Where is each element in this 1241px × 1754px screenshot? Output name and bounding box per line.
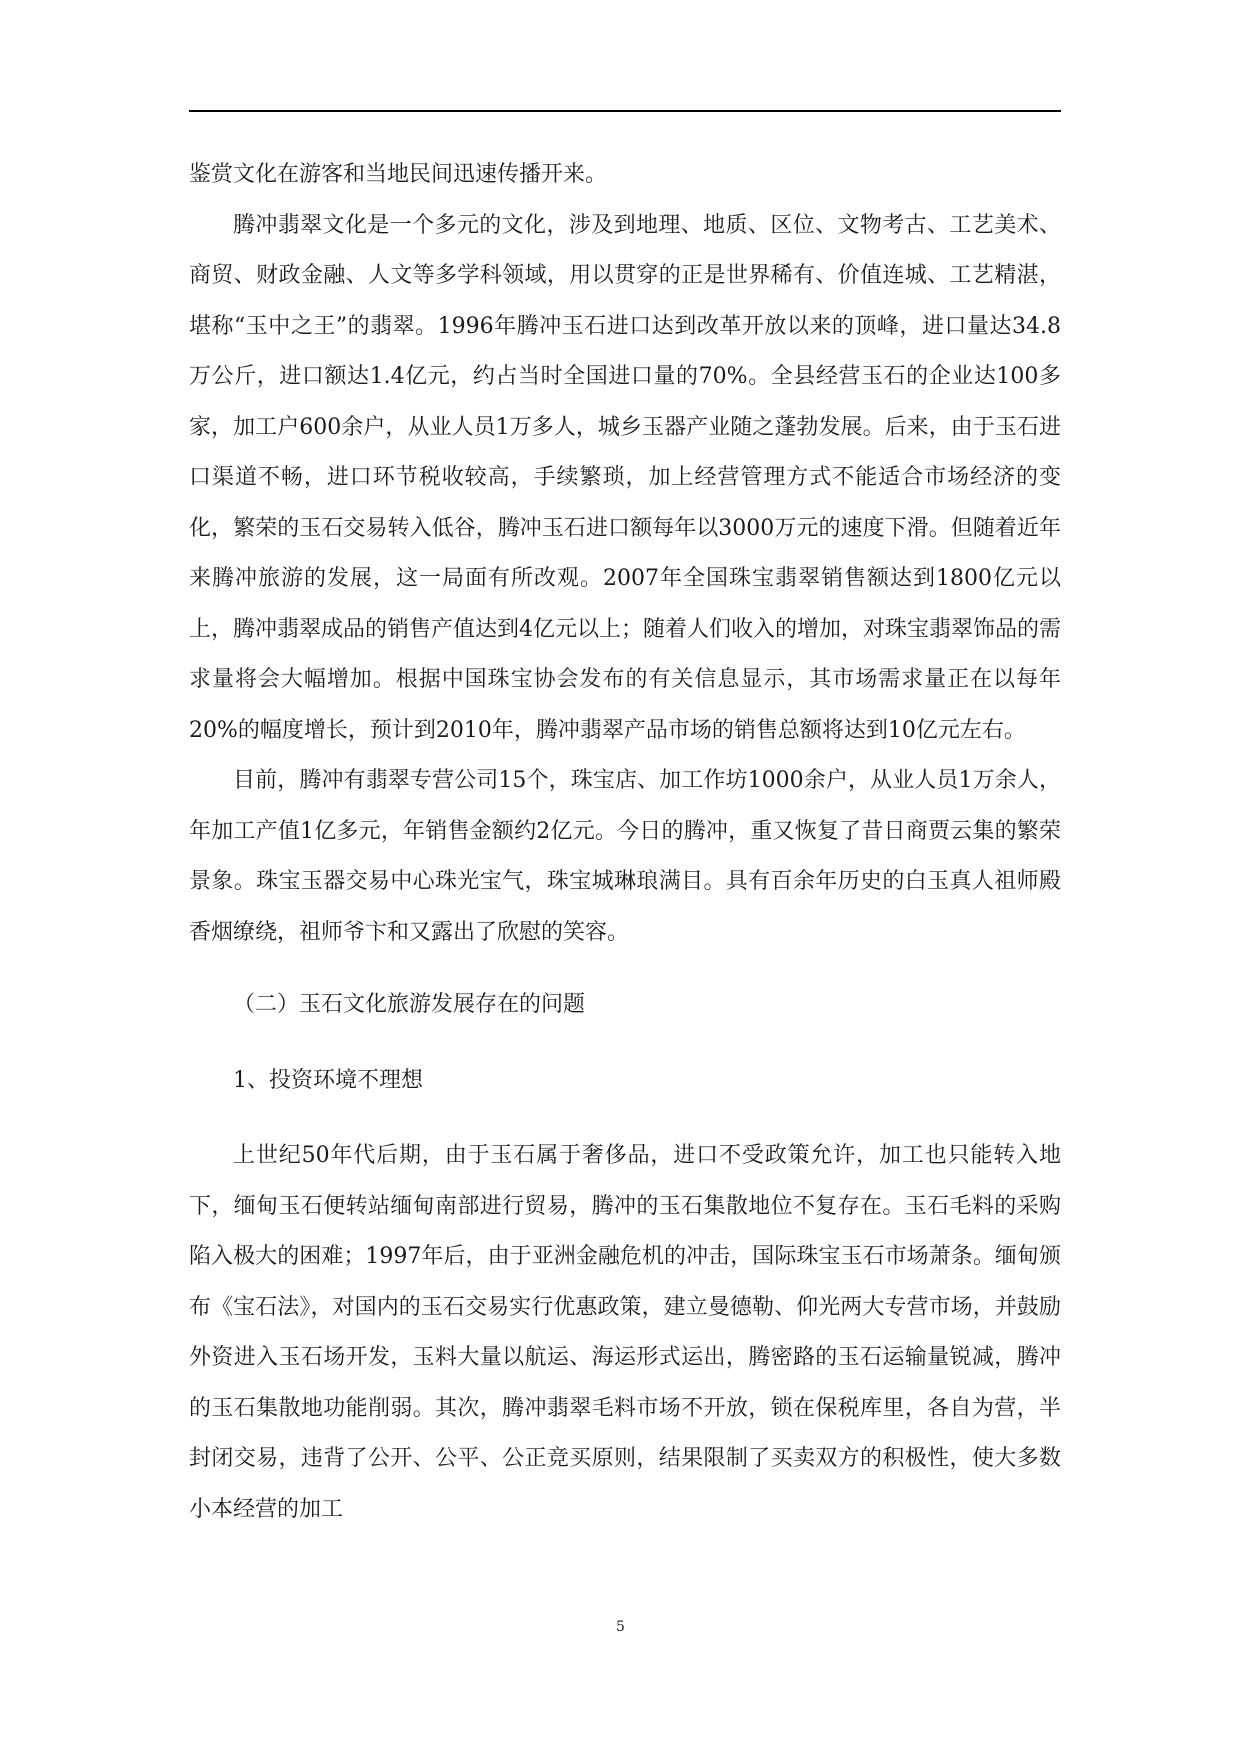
header-rule bbox=[189, 110, 1061, 112]
paragraph-jade-culture: 腾冲翡翠文化是一个多元的文化，涉及到地理、地质、区位、文物考古、工艺美术、商贸、财政金融、人文等多学科领域，用以贯穿的正是世界稀有、价值连城、工艺精湛，堪称“玉中之王”的翡翠。1996年腾冲玉石进口达到改革开放以来的顶峰，进口量达34.8万公斤，进口额达1.4亿元，约占当时全国进口量的70%。全县经营玉石的企业达100多家，加工户600余户，从业人员1万多人，城乡玉器产业随之蓬勃发展。后来，由于玉石进口渠道不畅，进口环节税收较高，手续繁琐，加上经营管理方式不能适合市场经济的变化，繁荣的玉石交易转入低谷，腾冲玉石进口额每年以3000万元的速度下滑。但随着近年来腾冲旅游的发展，这一局面有所改观。2007年全国珠宝翡翠销售额达到1800亿元以上，腾冲翡翠成品的销售产值达到4亿元以上；随着人们收入的增加，对珠宝翡翠饰品的需求量将会大幅增加。根据中国珠宝协会发布的有关信息显示，其市场需求量正在以每年20%的幅度增长，预计到2010年，腾冲翡翠产品市场的销售总额将达到10亿元左右。 bbox=[189, 212, 1062, 743]
page-number: 5 bbox=[616, 1619, 625, 1635]
section-heading: （二）玉石文化旅游发展存在的问题 bbox=[233, 992, 586, 1017]
subsection-heading: 1、投资环境不理想 bbox=[233, 1067, 423, 1093]
paragraph-investment-environment: 上世纪50年代后期，由于玉石属于奢侈品，进口不受政策允许，加工也只能转入地下，缅甸玉石便转站缅甸南部进行贸易，腾冲的玉石集散地位不复存在。玉石毛料的采购陷入极大的困难；1997年后，由于亚洲金融危机的冲击，国际珠宝玉石市场萧条。缅甸颁布《宝石法》，对国内的玉石交易实行优惠政策，建立曼德勒、仰光两大专营市场，并鼓励外资进入玉石场开发，玉料大量以航运、海运形式运出，腾密路的玉石运输量锐减，腾冲的玉石集散地功能削弱。其次，腾冲翡翠毛料市场不开放，锁在保税库里，各自为营，半封闭交易，违背了公开、公平、公正竞买原则，结果限制了买卖双方的积极性，使大多数小本经营的加工 bbox=[189, 1143, 1061, 1522]
paragraph-continuation: 鉴赏文化在游客和当地民间迅速传播开来。 bbox=[189, 162, 608, 187]
paragraph-current-status: 目前，腾冲有翡翠专营公司15个，珠宝店、加工作坊1000余户，从业人员1万余人，年加工产值1亿多元，年销售金额约2亿元。今日的腾冲，重又恢复了昔日商贾云集的繁荣景象。珠宝玉器交易中心珠光宝气，珠宝城琳琅满目。具有百余年历史的白玉真人祖师殿香烟缭绕，祖师爷卞和又露出了欣慰的笑容。 bbox=[189, 768, 1061, 945]
page-body bbox=[189, 150, 1061, 1535]
